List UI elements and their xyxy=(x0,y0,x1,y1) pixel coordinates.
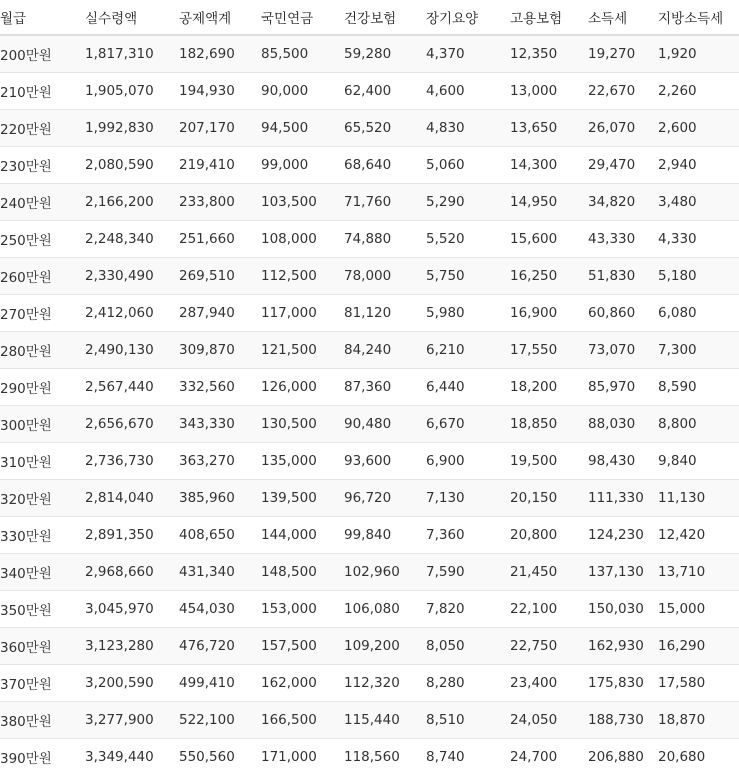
col-local-income-tax-cell: 8,800 xyxy=(658,406,739,443)
col-monthly-salary-cell: 390만원 xyxy=(0,739,85,776)
table-row xyxy=(0,221,739,258)
col-monthly-salary-cell: 350만원 xyxy=(0,591,85,628)
col-employment-insurance-cell: 13,000 xyxy=(510,73,588,110)
table-row xyxy=(0,628,739,665)
col-income-tax-cell: 137,130 xyxy=(588,554,658,591)
col-total-deduction-cell: 207,170 xyxy=(179,110,261,147)
col-net-pay-cell: 2,814,040 xyxy=(85,480,179,517)
col-health-insurance-cell: 68,640 xyxy=(344,147,426,184)
col-local-income-tax-cell: 2,600 xyxy=(658,110,739,147)
col-income-tax-cell: 73,070 xyxy=(588,332,658,369)
col-local-income-tax-cell: 18,870 xyxy=(658,702,739,739)
col-health-insurance-cell: 84,240 xyxy=(344,332,426,369)
col-income-tax-cell: 162,930 xyxy=(588,628,658,665)
col-net-pay-cell: 2,891,350 xyxy=(85,517,179,554)
col-net-pay-cell: 3,045,970 xyxy=(85,591,179,628)
col-long-term-care-cell: 6,440 xyxy=(426,369,510,406)
col-total-deduction-cell: 550,560 xyxy=(179,739,261,776)
col-net-pay-cell: 1,905,070 xyxy=(85,73,179,110)
col-long-term-care-cell: 8,740 xyxy=(426,739,510,776)
col-national-pension-cell: 117,000 xyxy=(261,295,344,332)
col-national-pension-cell: 144,000 xyxy=(261,517,344,554)
col-total-deduction-cell: 499,410 xyxy=(179,665,261,702)
col-national-pension-cell: 99,000 xyxy=(261,147,344,184)
col-monthly-salary-cell: 290만원 xyxy=(0,369,85,406)
col-total-deduction-cell: 522,100 xyxy=(179,702,261,739)
col-health-insurance-cell: 96,720 xyxy=(344,480,426,517)
col-net-pay-cell: 2,736,730 xyxy=(85,443,179,480)
col-income-tax-cell: 43,330 xyxy=(588,221,658,258)
table-row xyxy=(0,443,739,480)
col-income-tax-cell: 124,230 xyxy=(588,517,658,554)
col-net-pay-cell: 2,330,490 xyxy=(85,258,179,295)
table-row xyxy=(0,702,739,739)
col-employment-insurance-cell: 14,950 xyxy=(510,184,588,221)
col-monthly-salary-cell: 340만원 xyxy=(0,554,85,591)
col-national-pension-cell: 153,000 xyxy=(261,591,344,628)
table-row xyxy=(0,369,739,406)
table-row xyxy=(0,184,739,221)
col-employment-insurance-cell: 19,500 xyxy=(510,443,588,480)
col-total-deduction-cell: 269,510 xyxy=(179,258,261,295)
table-row xyxy=(0,739,739,776)
col-national-pension-cell: 126,000 xyxy=(261,369,344,406)
col-long-term-care-cell: 5,980 xyxy=(426,295,510,332)
col-employment-insurance-cell: 24,700 xyxy=(510,739,588,776)
col-total-deduction-cell: 476,720 xyxy=(179,628,261,665)
col-long-term-care-cell: 7,590 xyxy=(426,554,510,591)
col-monthly-salary-cell: 230만원 xyxy=(0,147,85,184)
col-health-insurance-cell: 74,880 xyxy=(344,221,426,258)
col-health-insurance-cell: 81,120 xyxy=(344,295,426,332)
table-row xyxy=(0,406,739,443)
col-health-insurance-cell: 87,360 xyxy=(344,369,426,406)
col-net-pay-cell: 3,349,440 xyxy=(85,739,179,776)
col-national-pension-cell: 139,500 xyxy=(261,480,344,517)
col-employment-insurance-cell: 22,750 xyxy=(510,628,588,665)
col-employment-insurance-cell: 20,800 xyxy=(510,517,588,554)
col-employment-insurance-cell: 14,300 xyxy=(510,147,588,184)
col-income-tax-cell: 26,070 xyxy=(588,110,658,147)
col-long-term-care-cell: 7,130 xyxy=(426,480,510,517)
col-local-income-tax-cell: 17,580 xyxy=(658,665,739,702)
col-net-pay-cell: 2,412,060 xyxy=(85,295,179,332)
col-net-pay-cell: 3,123,280 xyxy=(85,628,179,665)
table-row xyxy=(0,147,739,184)
col-national-pension-cell: 162,000 xyxy=(261,665,344,702)
col-national-pension-cell: 94,500 xyxy=(261,110,344,147)
table-row xyxy=(0,591,739,628)
col-long-term-care-header: 장기요양 xyxy=(426,0,510,35)
col-local-income-tax-cell: 2,940 xyxy=(658,147,739,184)
col-health-insurance-cell: 62,400 xyxy=(344,73,426,110)
col-local-income-tax-cell: 16,290 xyxy=(658,628,739,665)
col-total-deduction-cell: 287,940 xyxy=(179,295,261,332)
col-income-tax-cell: 22,670 xyxy=(588,73,658,110)
col-net-pay-cell: 2,080,590 xyxy=(85,147,179,184)
col-local-income-tax-cell: 6,080 xyxy=(658,295,739,332)
col-net-pay-cell: 2,248,340 xyxy=(85,221,179,258)
col-health-insurance-cell: 71,760 xyxy=(344,184,426,221)
col-health-insurance-cell: 109,200 xyxy=(344,628,426,665)
col-total-deduction-cell: 343,330 xyxy=(179,406,261,443)
table-row xyxy=(0,665,739,702)
col-health-insurance-cell: 102,960 xyxy=(344,554,426,591)
col-income-tax-cell: 29,470 xyxy=(588,147,658,184)
col-income-tax-cell: 51,830 xyxy=(588,258,658,295)
col-employment-insurance-cell: 21,450 xyxy=(510,554,588,591)
col-local-income-tax-cell: 20,680 xyxy=(658,739,739,776)
col-national-pension-cell: 135,000 xyxy=(261,443,344,480)
col-employment-insurance-cell: 17,550 xyxy=(510,332,588,369)
col-monthly-salary-cell: 300만원 xyxy=(0,406,85,443)
table-row xyxy=(0,480,739,517)
col-long-term-care-cell: 5,060 xyxy=(426,147,510,184)
col-net-pay-cell: 2,166,200 xyxy=(85,184,179,221)
table-row xyxy=(0,295,739,332)
col-monthly-salary-cell: 250만원 xyxy=(0,221,85,258)
col-national-pension-cell: 108,000 xyxy=(261,221,344,258)
col-health-insurance-cell: 90,480 xyxy=(344,406,426,443)
col-local-income-tax-cell: 12,420 xyxy=(658,517,739,554)
col-income-tax-cell: 98,430 xyxy=(588,443,658,480)
col-health-insurance-cell: 99,840 xyxy=(344,517,426,554)
col-health-insurance-cell: 118,560 xyxy=(344,739,426,776)
col-net-pay-cell: 3,200,590 xyxy=(85,665,179,702)
col-net-pay-cell: 2,490,130 xyxy=(85,332,179,369)
col-national-pension-cell: 112,500 xyxy=(261,258,344,295)
col-national-pension-cell: 171,000 xyxy=(261,739,344,776)
col-local-income-tax-cell: 1,920 xyxy=(658,35,739,73)
col-monthly-salary-cell: 200만원 xyxy=(0,35,85,73)
col-monthly-salary-cell: 370만원 xyxy=(0,665,85,702)
col-local-income-tax-cell: 11,130 xyxy=(658,480,739,517)
col-net-pay-header: 실수령액 xyxy=(85,0,179,35)
col-local-income-tax-cell: 7,300 xyxy=(658,332,739,369)
col-national-pension-cell: 130,500 xyxy=(261,406,344,443)
col-national-pension-header: 국민연금 xyxy=(261,0,344,35)
col-monthly-salary-cell: 360만원 xyxy=(0,628,85,665)
col-long-term-care-cell: 6,900 xyxy=(426,443,510,480)
col-monthly-salary-cell: 210만원 xyxy=(0,73,85,110)
col-local-income-tax-cell: 8,590 xyxy=(658,369,739,406)
col-total-deduction-cell: 182,690 xyxy=(179,35,261,73)
col-long-term-care-cell: 7,820 xyxy=(426,591,510,628)
table-header xyxy=(0,0,739,35)
col-health-insurance-header: 건강보험 xyxy=(344,0,426,35)
col-long-term-care-cell: 8,050 xyxy=(426,628,510,665)
header-row xyxy=(0,0,739,35)
col-income-tax-cell: 206,880 xyxy=(588,739,658,776)
col-long-term-care-cell: 4,830 xyxy=(426,110,510,147)
col-health-insurance-cell: 115,440 xyxy=(344,702,426,739)
col-long-term-care-cell: 4,370 xyxy=(426,35,510,73)
table-row xyxy=(0,35,739,73)
col-long-term-care-cell: 5,750 xyxy=(426,258,510,295)
col-long-term-care-cell: 5,520 xyxy=(426,221,510,258)
col-monthly-salary-cell: 280만원 xyxy=(0,332,85,369)
col-employment-insurance-cell: 24,050 xyxy=(510,702,588,739)
col-employment-insurance-cell: 20,150 xyxy=(510,480,588,517)
col-monthly-salary-cell: 270만원 xyxy=(0,295,85,332)
table-row xyxy=(0,332,739,369)
col-health-insurance-cell: 93,600 xyxy=(344,443,426,480)
col-monthly-salary-cell: 330만원 xyxy=(0,517,85,554)
col-total-deduction-header: 공제액계 xyxy=(179,0,261,35)
col-national-pension-cell: 85,500 xyxy=(261,35,344,73)
col-national-pension-cell: 121,500 xyxy=(261,332,344,369)
col-total-deduction-cell: 363,270 xyxy=(179,443,261,480)
col-total-deduction-cell: 194,930 xyxy=(179,73,261,110)
col-local-income-tax-header: 지방소득세 xyxy=(658,0,739,35)
col-local-income-tax-cell: 5,180 xyxy=(658,258,739,295)
col-health-insurance-cell: 59,280 xyxy=(344,35,426,73)
col-long-term-care-cell: 8,280 xyxy=(426,665,510,702)
col-long-term-care-cell: 5,290 xyxy=(426,184,510,221)
col-net-pay-cell: 2,656,670 xyxy=(85,406,179,443)
table-body xyxy=(0,35,739,775)
col-total-deduction-cell: 431,340 xyxy=(179,554,261,591)
col-monthly-salary-cell: 380만원 xyxy=(0,702,85,739)
col-health-insurance-cell: 106,080 xyxy=(344,591,426,628)
col-monthly-salary-cell: 310만원 xyxy=(0,443,85,480)
col-monthly-salary-cell: 220만원 xyxy=(0,110,85,147)
col-income-tax-cell: 60,860 xyxy=(588,295,658,332)
col-income-tax-cell: 188,730 xyxy=(588,702,658,739)
col-employment-insurance-cell: 16,900 xyxy=(510,295,588,332)
col-employment-insurance-cell: 23,400 xyxy=(510,665,588,702)
col-income-tax-cell: 19,270 xyxy=(588,35,658,73)
col-monthly-salary-cell: 240만원 xyxy=(0,184,85,221)
col-monthly-salary-cell: 320만원 xyxy=(0,480,85,517)
col-employment-insurance-cell: 12,350 xyxy=(510,35,588,73)
col-national-pension-cell: 148,500 xyxy=(261,554,344,591)
col-employment-insurance-cell: 13,650 xyxy=(510,110,588,147)
col-health-insurance-cell: 78,000 xyxy=(344,258,426,295)
col-net-pay-cell: 1,817,310 xyxy=(85,35,179,73)
col-net-pay-cell: 3,277,900 xyxy=(85,702,179,739)
col-local-income-tax-cell: 2,260 xyxy=(658,73,739,110)
col-national-pension-cell: 166,500 xyxy=(261,702,344,739)
col-employment-insurance-cell: 18,850 xyxy=(510,406,588,443)
col-long-term-care-cell: 8,510 xyxy=(426,702,510,739)
col-local-income-tax-cell: 4,330 xyxy=(658,221,739,258)
col-health-insurance-cell: 112,320 xyxy=(344,665,426,702)
col-income-tax-cell: 150,030 xyxy=(588,591,658,628)
col-monthly-salary-header: 월급 xyxy=(0,0,85,35)
col-local-income-tax-cell: 15,000 xyxy=(658,591,739,628)
col-income-tax-header: 소득세 xyxy=(588,0,658,35)
col-income-tax-cell: 111,330 xyxy=(588,480,658,517)
table-row xyxy=(0,73,739,110)
col-income-tax-cell: 88,030 xyxy=(588,406,658,443)
col-total-deduction-cell: 408,650 xyxy=(179,517,261,554)
col-income-tax-cell: 175,830 xyxy=(588,665,658,702)
col-employment-insurance-header: 고용보험 xyxy=(510,0,588,35)
table-row xyxy=(0,110,739,147)
col-long-term-care-cell: 6,670 xyxy=(426,406,510,443)
table-row xyxy=(0,554,739,591)
col-employment-insurance-cell: 22,100 xyxy=(510,591,588,628)
col-monthly-salary-cell: 260만원 xyxy=(0,258,85,295)
col-national-pension-cell: 90,000 xyxy=(261,73,344,110)
col-employment-insurance-cell: 16,250 xyxy=(510,258,588,295)
col-long-term-care-cell: 7,360 xyxy=(426,517,510,554)
col-health-insurance-cell: 65,520 xyxy=(344,110,426,147)
col-national-pension-cell: 157,500 xyxy=(261,628,344,665)
col-net-pay-cell: 2,567,440 xyxy=(85,369,179,406)
col-long-term-care-cell: 4,600 xyxy=(426,73,510,110)
col-local-income-tax-cell: 3,480 xyxy=(658,184,739,221)
col-total-deduction-cell: 454,030 xyxy=(179,591,261,628)
col-total-deduction-cell: 332,560 xyxy=(179,369,261,406)
col-total-deduction-cell: 309,870 xyxy=(179,332,261,369)
col-employment-insurance-cell: 15,600 xyxy=(510,221,588,258)
col-employment-insurance-cell: 18,200 xyxy=(510,369,588,406)
col-long-term-care-cell: 6,210 xyxy=(426,332,510,369)
col-total-deduction-cell: 251,660 xyxy=(179,221,261,258)
col-local-income-tax-cell: 9,840 xyxy=(658,443,739,480)
col-total-deduction-cell: 233,800 xyxy=(179,184,261,221)
col-income-tax-cell: 34,820 xyxy=(588,184,658,221)
col-local-income-tax-cell: 13,710 xyxy=(658,554,739,591)
table-row xyxy=(0,258,739,295)
col-net-pay-cell: 1,992,830 xyxy=(85,110,179,147)
col-total-deduction-cell: 219,410 xyxy=(179,147,261,184)
col-income-tax-cell: 85,970 xyxy=(588,369,658,406)
col-national-pension-cell: 103,500 xyxy=(261,184,344,221)
col-total-deduction-cell: 385,960 xyxy=(179,480,261,517)
table-row xyxy=(0,517,739,554)
col-net-pay-cell: 2,968,660 xyxy=(85,554,179,591)
